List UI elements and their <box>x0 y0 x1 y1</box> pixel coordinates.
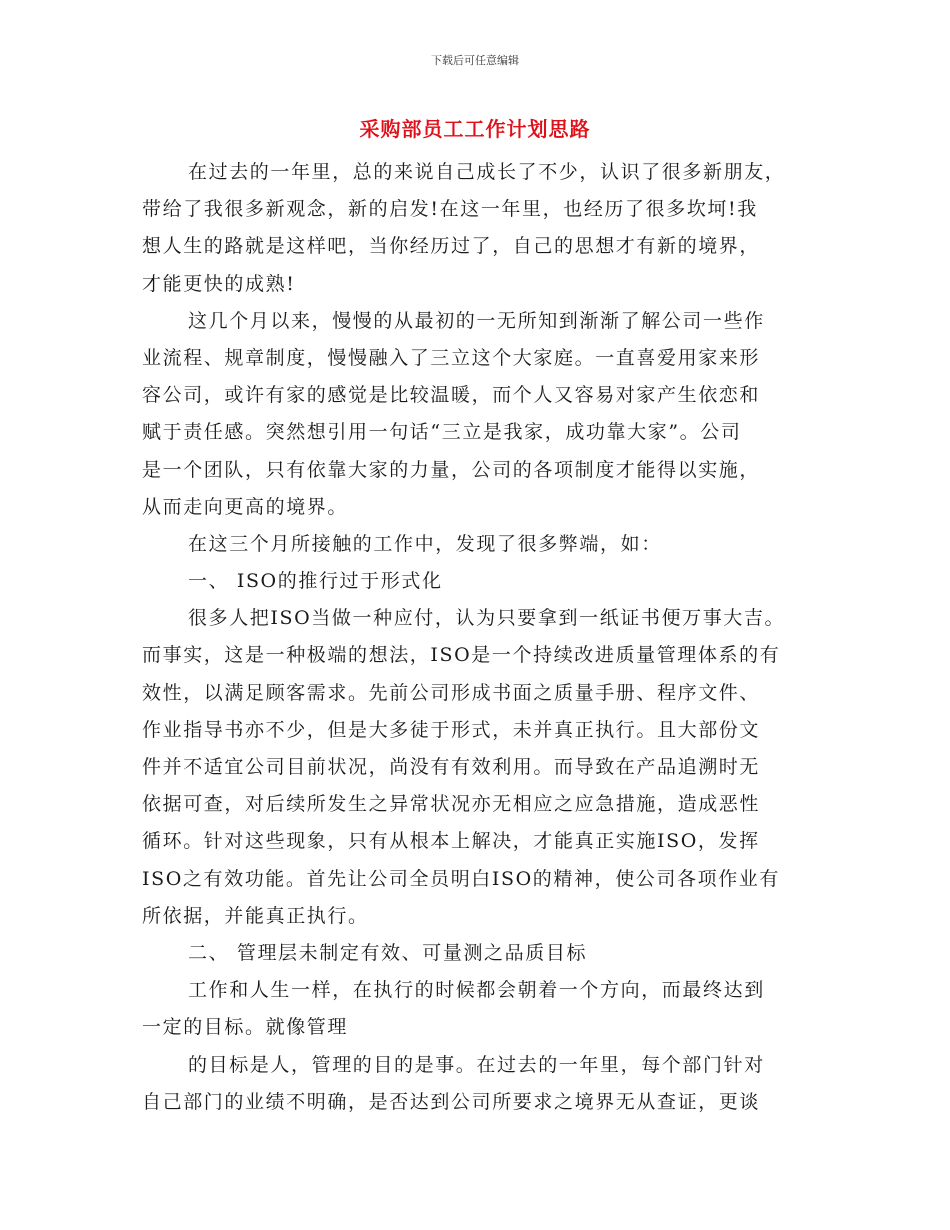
text-line: 容公司，或许有家的感觉是比较温暖，而个人又容易对家产生依恋和 <box>142 384 761 407</box>
text-line: 一、 ISO的推行过于形式化 <box>188 570 443 593</box>
document-title: 采购部员工工作计划思路 <box>359 117 591 141</box>
text-line: 在过去的一年里，总的来说自己成长了不少，认识了很多新朋友， <box>188 161 786 183</box>
text-line: 而事实，这是一种极端的想法，ISO是一个持续改进质量管理体系的有 <box>142 644 781 667</box>
text-line: 自己部门的业绩不明确，是否达到公司所要求之境界无从查证，更谈 <box>142 1090 761 1113</box>
text-line: 赋于责任感。突然想引用一句话“三立是我家，成功靠大家”。公司 <box>142 421 742 444</box>
text-line: 在这三个月所接触的工作中，发现了很多弊端，如： <box>188 532 662 555</box>
text-line: 效性，以满足顾客需求。先前公司形成书面之质量手册、程序文件、 <box>142 681 761 704</box>
text-line: 是一个团队，只有依靠大家的力量，公司的各项制度才能得以实施， <box>142 458 761 481</box>
text-line: 件并不适宜公司目前状况，尚没有有效利用。而导致在产品追溯时无 <box>142 756 761 778</box>
text-line: 二、 管理层未制定有效、可量测之品质目标 <box>188 941 588 964</box>
document-body <box>142 154 814 1121</box>
text-line: 的目标是人，管理的目的是事。在过去的一年里，每个部门针对 <box>188 1053 765 1076</box>
text-line: 想人生的路就是这样吧，当你经历过了，自己的思想才有新的境界， <box>142 235 761 258</box>
text-line: 带给了我很多新观念，新的启发!在这一年里，也经历了很多坎坷!我 <box>142 198 758 221</box>
text-line: 依据可查，对后续所发生之异常状况亦无相应之应急措施，造成恶性 <box>142 793 761 816</box>
text-line: 循环。针对这些现象，只有从根本上解决，才能真正实施ISO，发挥 <box>142 830 760 853</box>
text-line: 业流程、规章制度，慢慢融入了三立这个大家庭。一直喜爱用家来形 <box>142 346 761 369</box>
text-line: 一定的目标。就像管理 <box>142 1016 349 1039</box>
text-line: 从而走向更高的境界。 <box>142 495 349 518</box>
text-line: 才能更快的成熟! <box>142 272 296 295</box>
text-line: 工作和人生一样，在执行的时候都会朝着一个方向，而最终达到 <box>188 979 765 1002</box>
text-line: 所依据，并能真正执行。 <box>142 904 369 927</box>
text-line: ISO之有效功能。首先让公司全员明白ISO的精神，使公司各项作业有 <box>142 867 780 890</box>
text-line: 这几个月以来，慢慢的从最初的一无所知到渐渐了解公司一些作 <box>188 309 765 332</box>
text-line: 很多人把ISO当做一种应付，认为只要拿到一纸证书便万事大吉。 <box>188 607 786 630</box>
header-note: 下载后可任意编辑 <box>431 54 519 67</box>
text-line: 作业指导书亦不少，但是大多徒于形式，未并真正执行。且大部份文 <box>142 718 761 741</box>
